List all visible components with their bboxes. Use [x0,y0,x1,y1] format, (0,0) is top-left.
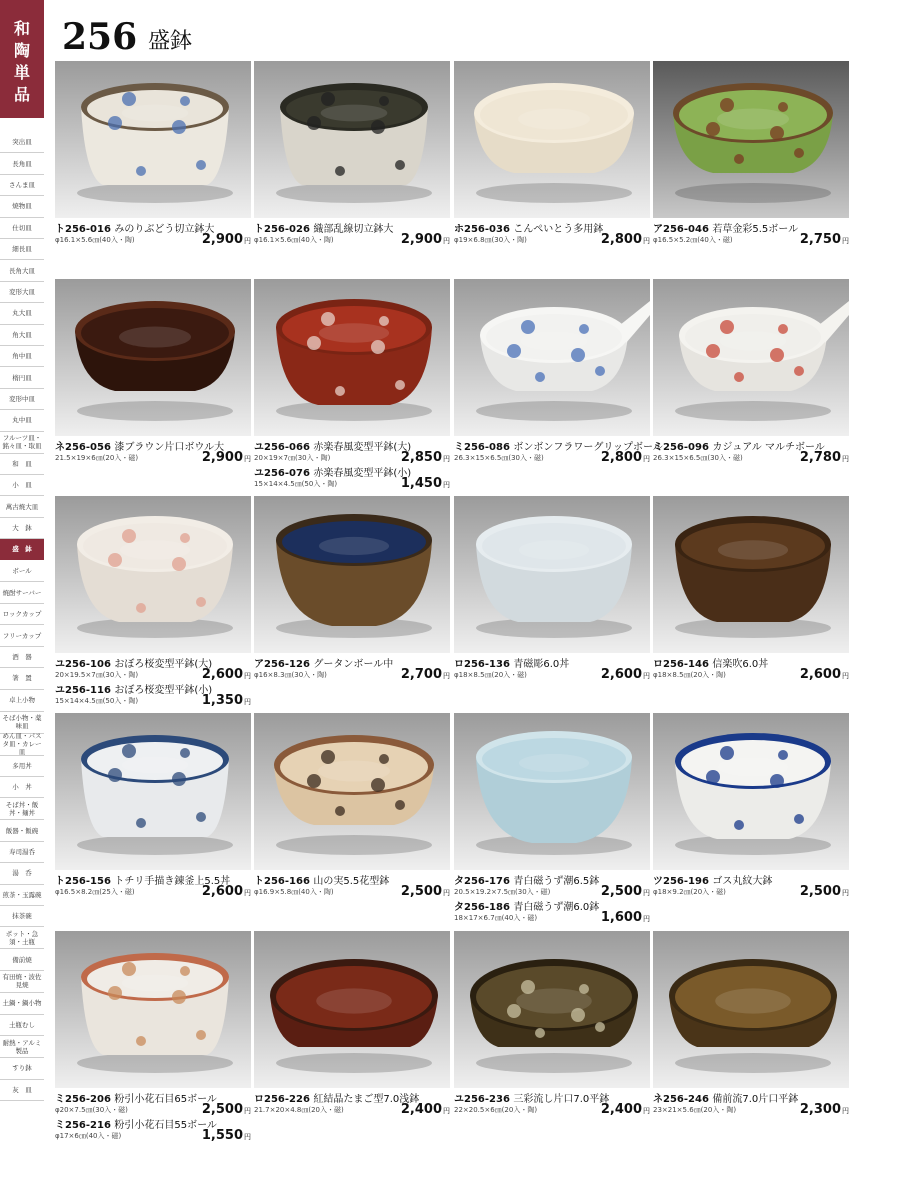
product-name: こんぺいとう多用鉢 [513,224,604,235]
sidebar-item[interactable]: 煎茶・玉露碗 [0,885,44,906]
price-unit: 円 [842,1107,849,1115]
product-photo[interactable] [653,279,849,436]
product-card[interactable] [653,931,849,1131]
price-unit: 円 [244,1107,251,1115]
page-title: 盛鉢 [148,29,193,54]
product-code: ツ256-196 [653,876,709,887]
product-photo[interactable] [454,496,650,653]
sidebar-item[interactable]: 土瓶むし [0,1015,44,1036]
product-title [254,220,393,235]
product-price [202,450,251,465]
product-title [254,1090,419,1105]
product-name: 山の実5.5花型鉢 [313,876,390,887]
product-code: ミ256-206 [55,1094,111,1105]
product-card[interactable] [55,279,251,479]
product-name: 粉引小花石目65ボール [114,1094,217,1105]
sidebar-item[interactable]: 箸 置 [0,668,44,689]
product-spec: 22×20.5×6㎝(20入・陶) [454,1106,538,1114]
product-price [401,1102,450,1117]
price-unit: 円 [643,889,650,897]
price-value: 1,450 [400,476,442,491]
price-unit: 円 [443,889,450,897]
product-title [653,1090,798,1105]
product-name: 赤楽春風変型平鉢(大) [313,442,412,453]
product-name: ボンボンフラワーグリップボール [513,442,663,453]
product-price [401,884,450,899]
sidebar-item[interactable]: 変形中皿 [0,389,44,410]
sidebar-item[interactable]: フリーカップ [0,625,44,646]
product-name: 紅結晶たまご型7.0浅鉢 [313,1094,420,1105]
product-card[interactable] [55,931,251,1143]
bowl-illustration [653,496,849,653]
price-value: 2,500 [201,1102,243,1117]
product-code: タ256-186 [454,902,510,913]
product-code: ロ256-146 [653,659,709,670]
price-value: 2,600 [600,667,642,682]
bowl-illustration [454,61,650,218]
price-value: 2,400 [600,1102,642,1117]
product-price [800,667,849,682]
product-spec: φ19×6.8㎝(30入・陶) [454,236,527,244]
sidebar-item[interactable]: フルーツ皿・銘々皿・取皿 [0,432,44,454]
price-unit: 円 [643,915,650,923]
product-card[interactable] [653,713,849,913]
product-card[interactable] [254,496,450,696]
price-value: 1,550 [201,1128,243,1143]
product-code: ユ256-116 [55,685,111,696]
product-title [653,220,798,235]
bowl-illustration [254,713,450,870]
price-unit: 円 [842,672,849,680]
sidebar-item[interactable]: 焼酎サーバー [0,582,44,604]
product-title [454,655,569,670]
sidebar-item[interactable]: 灰 皿 [0,1080,44,1101]
product-name: おぼろ桜変型平鉢(大) [114,659,213,670]
sidebar-item[interactable]: 抹茶碗 [0,906,44,927]
product-name: トチリ手描き錬釜上5.5丼 [114,876,231,887]
sidebar-item[interactable]: 焼物皿 [0,196,44,217]
bowl-illustration [254,496,450,653]
price-value: 2,600 [799,667,841,682]
price-unit: 円 [643,672,650,680]
sidebar-item[interactable]: すり鉢 [0,1058,44,1079]
product-spec: 26.3×15×6.5㎝(30入・磁) [653,454,743,462]
product-card[interactable] [254,713,450,913]
product-card[interactable] [653,61,849,261]
price-unit: 円 [643,1107,650,1115]
product-price [601,1102,650,1117]
product-card[interactable] [254,61,450,261]
price-value: 2,400 [400,1102,442,1117]
price-unit: 円 [244,698,251,706]
product-price [202,884,251,899]
product-code: ユ256-106 [55,659,111,670]
product-name: 青白磁うず潮6.0鉢 [513,902,600,913]
product-title [454,898,599,913]
product-price [800,884,849,899]
bowl-illustration [55,713,251,870]
product-title [254,872,389,887]
product-photo[interactable] [254,279,450,436]
bowl-illustration [254,279,450,436]
product-name: おぼろ桜変型平鉢(小) [114,685,213,696]
product-card[interactable] [454,61,650,261]
product-title [55,1090,217,1105]
product-spec: φ16×8.3㎝(30入・陶) [254,671,327,679]
price-value: 2,500 [799,884,841,899]
price-value: 2,780 [799,450,841,465]
bowl-illustration [653,279,849,436]
price-value: 2,500 [600,884,642,899]
product-photo[interactable] [254,713,450,870]
product-photo[interactable] [55,713,251,870]
product-price [601,910,650,925]
product-title [454,872,599,887]
price-value: 2,900 [400,232,442,247]
product-name: 備前流7.0片口平鉢 [712,1094,799,1105]
product-price [202,667,251,682]
price-unit: 円 [244,1133,251,1141]
product-spec: φ17×6㎝(40入・磁) [55,1132,122,1140]
price-value: 2,300 [799,1102,841,1117]
sidebar-item[interactable]: 土鍋・鍋小物 [0,993,44,1015]
product-code: ト256-016 [55,224,111,235]
product-code: ユ256-066 [254,442,310,453]
product-name: 三彩流し片口7.0平鉢 [513,1094,610,1105]
section-label: 和陶単品 [13,19,30,104]
product-title [55,681,212,696]
product-photo[interactable] [254,496,450,653]
product-spec: 26.3×15×6.5㎝(30入・磁) [454,454,544,462]
product-spec: φ16.5×5.2㎝(40入・磁) [653,236,733,244]
price-value: 2,600 [201,667,243,682]
product-card[interactable] [454,279,663,479]
product-photo[interactable] [454,279,650,436]
section-tab[interactable] [0,0,44,118]
price-value: 2,900 [201,450,243,465]
product-spec: 21.7×20×4.8㎝(20入・磁) [254,1106,344,1114]
product-code: ネ256-246 [653,1094,709,1105]
bowl-illustration [653,61,849,218]
product-name: 青磁彫6.0丼 [513,659,570,670]
product-code: ホ256-036 [454,224,510,235]
product-card[interactable] [454,931,650,1131]
product-card[interactable] [254,931,450,1131]
product-photo[interactable] [653,713,849,870]
product-card[interactable] [653,496,849,696]
product-code: ト256-166 [254,876,310,887]
sidebar-item[interactable]: 小 丼 [0,777,44,798]
sidebar-item[interactable]: 丸中皿 [0,410,44,431]
sidebar-item[interactable]: 飯器・飯碗 [0,820,44,841]
product-spec: φ18×8.5㎝(20入・磁) [454,671,527,679]
product-name: 青白磁うず潮6.5鉢 [513,876,600,887]
product-code: ア256-126 [254,659,310,670]
product-spec: 23×21×5.6㎝(20入・陶) [653,1106,737,1114]
price-value: 2,800 [600,450,642,465]
product-spec: φ16.5×8.2㎝(25入・磁) [55,888,135,896]
price-value: 2,800 [600,232,642,247]
sidebar-item[interactable]: 角中皿 [0,346,44,367]
product-card[interactable] [254,279,450,491]
product-title [55,655,212,670]
product-photo[interactable] [653,496,849,653]
product-photo[interactable] [454,713,650,870]
product-name: みのりぶどう切立鉢大 [114,224,215,235]
bowl-illustration [55,279,251,436]
sidebar-item[interactable]: 大 鉢 [0,518,44,539]
product-price [401,476,450,491]
bowl-illustration [454,713,650,870]
product-code: ト256-156 [55,876,111,887]
sidebar-item[interactable]: ポット・急須・土瓶 [0,927,44,949]
product-title [55,438,224,453]
product-price [202,232,251,247]
product-title [254,438,411,453]
price-value: 1,600 [600,910,642,925]
product-code: ユ256-076 [254,468,310,479]
sidebar-item[interactable]: そば丼・飯丼・麺丼 [0,798,44,820]
price-unit: 円 [244,237,251,245]
sidebar-item[interactable]: 細長皿 [0,239,44,260]
sidebar-item[interactable]: さんま皿 [0,175,44,196]
sidebar-item[interactable]: 卓上小物 [0,690,44,712]
product-price [401,667,450,682]
product-title [254,464,411,479]
bowl-illustration [454,931,650,1088]
sidebar-item[interactable]: 楕円皿 [0,367,44,388]
price-unit: 円 [443,1107,450,1115]
product-spec: 20.5×19.2×7.5㎝(30入・磁) [454,888,551,896]
product-spec: φ16.1×5.6㎝(40入・陶) [55,236,135,244]
sidebar-item[interactable]: 萬古焼大皿 [0,496,44,517]
product-photo[interactable] [653,931,849,1088]
bowl-illustration [254,61,450,218]
sidebar-item[interactable]: 湯 呑 [0,863,44,884]
product-card[interactable] [454,496,650,696]
product-spec: φ18×8.5㎝(20入・陶) [653,671,726,679]
product-photo[interactable] [55,931,251,1088]
product-code: ミ256-216 [55,1120,111,1131]
bowl-illustration [454,279,650,436]
product-title [653,872,772,887]
product-photo[interactable] [55,61,251,218]
product-code: ミ256-096 [653,442,709,453]
sidebar-item[interactable]: 有田焼・波佐見焼 [0,971,44,993]
price-value: 2,900 [201,232,243,247]
sidebar-item[interactable]: 酒 器 [0,647,44,668]
product-photo[interactable] [55,496,251,653]
bowl-illustration [254,931,450,1088]
product-spec: 18×17×6.7㎝(40入・磁) [454,914,538,922]
price-value: 2,700 [400,667,442,682]
product-photo[interactable] [254,61,450,218]
product-price [601,232,650,247]
price-unit: 円 [443,481,450,489]
product-price [601,884,650,899]
product-price [202,693,251,708]
sidebar-item[interactable]: 寿司湯呑 [0,842,44,863]
price-unit: 円 [244,672,251,680]
product-code: タ256-176 [454,876,510,887]
product-code: ト256-026 [254,224,310,235]
price-unit: 円 [443,237,450,245]
sidebar-item[interactable]: 和 皿 [0,454,44,475]
product-price [800,232,849,247]
sidebar-item[interactable]: 長角皿 [0,153,44,174]
product-price [601,450,650,465]
product-spec: 20×19×7㎝(30入・陶) [254,454,331,462]
price-value: 2,600 [201,884,243,899]
product-title [55,1116,217,1131]
sidebar-item[interactable]: めん皿・パスタ皿・カレー皿 [0,734,44,756]
bowl-illustration [55,496,251,653]
product-photo[interactable] [653,61,849,218]
product-code: ロ256-136 [454,659,510,670]
sidebar-item[interactable]: 長角大皿 [0,260,44,281]
product-card[interactable] [55,713,251,913]
price-value: 1,350 [201,693,243,708]
product-name: 漆ブラウン片口ボウル大 [114,442,225,453]
sidebar-item[interactable]: 盛 鉢 [0,539,44,559]
product-code: ア256-046 [653,224,709,235]
product-name: 織部乱線切立鉢大 [313,224,394,235]
bowl-illustration [653,713,849,870]
sidebar-item[interactable]: 仕切皿 [0,218,44,239]
price-unit: 円 [842,237,849,245]
product-title [653,655,768,670]
product-spec: 15×14×4.5㎝(50入・陶) [55,697,139,705]
price-unit: 円 [443,455,450,463]
bowl-illustration [653,931,849,1088]
product-title [55,220,214,235]
product-price [800,1102,849,1117]
page-number: 256 [62,16,138,58]
sidebar-item[interactable]: 多用丼 [0,756,44,777]
product-title [454,1090,609,1105]
sidebar-item[interactable]: 小 皿 [0,475,44,496]
product-price [401,450,450,465]
product-price [202,1102,251,1117]
sidebar-item[interactable]: 角大皿 [0,325,44,346]
product-name: 赤楽春風変型平鉢(小) [313,468,412,479]
product-title [254,655,393,670]
product-photo[interactable] [55,279,251,436]
product-code: ユ256-236 [454,1094,510,1105]
price-value: 2,750 [799,232,841,247]
price-unit: 円 [842,455,849,463]
product-name: カジュアル マルチボール [712,442,825,453]
product-photo[interactable] [254,931,450,1088]
price-unit: 円 [244,889,251,897]
product-title [454,220,603,235]
product-spec: φ16.9×5.8㎝(40入・陶) [254,888,334,896]
product-price [601,667,650,682]
sidebar-item[interactable]: 突出皿 [0,132,44,153]
sidebar-item[interactable]: 耐熱・アルミ製品 [0,1036,44,1058]
bowl-illustration [55,931,251,1088]
product-spec: 21.5×19×6㎝(20入・磁) [55,454,139,462]
sidebar-item[interactable]: 備前焼 [0,949,44,970]
price-unit: 円 [244,455,251,463]
price-unit: 円 [842,889,849,897]
product-card[interactable] [454,713,650,925]
bowl-illustration [55,61,251,218]
product-spec: φ18×9.2㎝(20入・磁) [653,888,726,896]
product-spec: 15×14×4.5㎝(50入・陶) [254,480,338,488]
product-photo[interactable] [454,61,650,218]
product-name: 若草金彩5.5ボール [712,224,799,235]
bowl-illustration [454,496,650,653]
product-code: ロ256-226 [254,1094,310,1105]
price-value: 2,500 [400,884,442,899]
sidebar-item[interactable]: ボール [0,561,44,582]
product-spec: φ16.1×5.6㎝(40入・陶) [254,236,334,244]
product-spec: φ20×7.5㎝(30入・磁) [55,1106,128,1114]
sidebar-item[interactable]: 変形大皿 [0,282,44,303]
product-spec: 20×19.5×7㎝(30入・陶) [55,671,139,679]
product-card[interactable] [55,496,251,708]
product-code: ミ256-086 [454,442,510,453]
sidebar-item[interactable]: ロックカップ [0,604,44,625]
price-value: 2,850 [400,450,442,465]
product-card[interactable] [55,61,251,261]
price-unit: 円 [443,672,450,680]
sidebar-item[interactable]: 丸大皿 [0,303,44,324]
product-name: 粉引小花石目55ボール [114,1120,217,1131]
product-price [202,1128,251,1143]
product-card[interactable] [653,279,849,479]
product-price [401,232,450,247]
product-name: ゴス丸紋大鉢 [712,876,773,887]
product-photo[interactable] [454,931,650,1088]
product-name: グータンボール中 [313,659,394,670]
sidebar-item[interactable]: そば小物・薬味皿 [0,712,44,734]
price-unit: 円 [643,455,650,463]
product-price [800,450,849,465]
price-unit: 円 [643,237,650,245]
product-code: ネ256-056 [55,442,111,453]
product-name: 信楽吹6.0丼 [712,659,769,670]
